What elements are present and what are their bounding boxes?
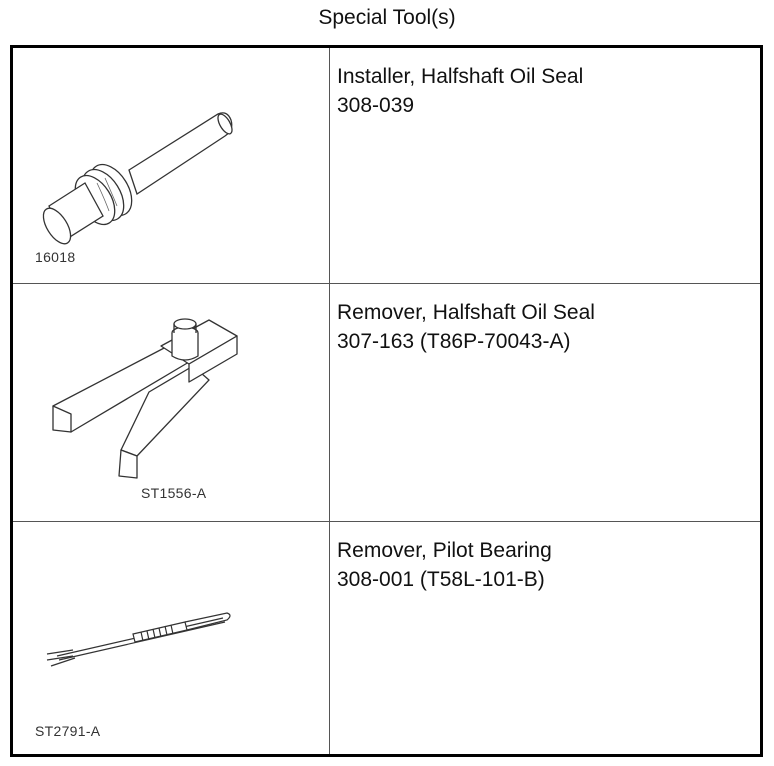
tool-name: Installer, Halfshaft Oil Seal	[337, 65, 584, 88]
tool-illustration-cell	[12, 47, 330, 284]
tool-description-cell	[330, 522, 762, 756]
tool-number: 308-001 (T58L-101-B)	[337, 568, 545, 591]
table-row	[12, 47, 762, 284]
tool-number: 308-039	[337, 94, 415, 117]
tool-name: Remover, Halfshaft Oil Seal	[337, 301, 595, 324]
special-tools-table	[10, 45, 763, 757]
tool-description-cell	[330, 284, 762, 522]
table-row	[12, 522, 762, 756]
tool-number: 307-163 (T86P-70043-A)	[337, 330, 571, 353]
table-row	[12, 284, 762, 522]
tool-illustration-cell	[12, 284, 330, 522]
tool-image-code: 16018	[35, 249, 76, 265]
pilot-bearing-remover-icon	[13, 522, 329, 755]
page-title: Special Tool(s)	[318, 6, 456, 29]
tool-image-code: ST2791-A	[35, 723, 101, 739]
tool-illustration-cell	[12, 522, 330, 756]
tool-description-cell	[330, 47, 762, 284]
tool-image-code: ST1556-A	[141, 485, 207, 501]
tool-name: Remover, Pilot Bearing	[337, 539, 552, 562]
